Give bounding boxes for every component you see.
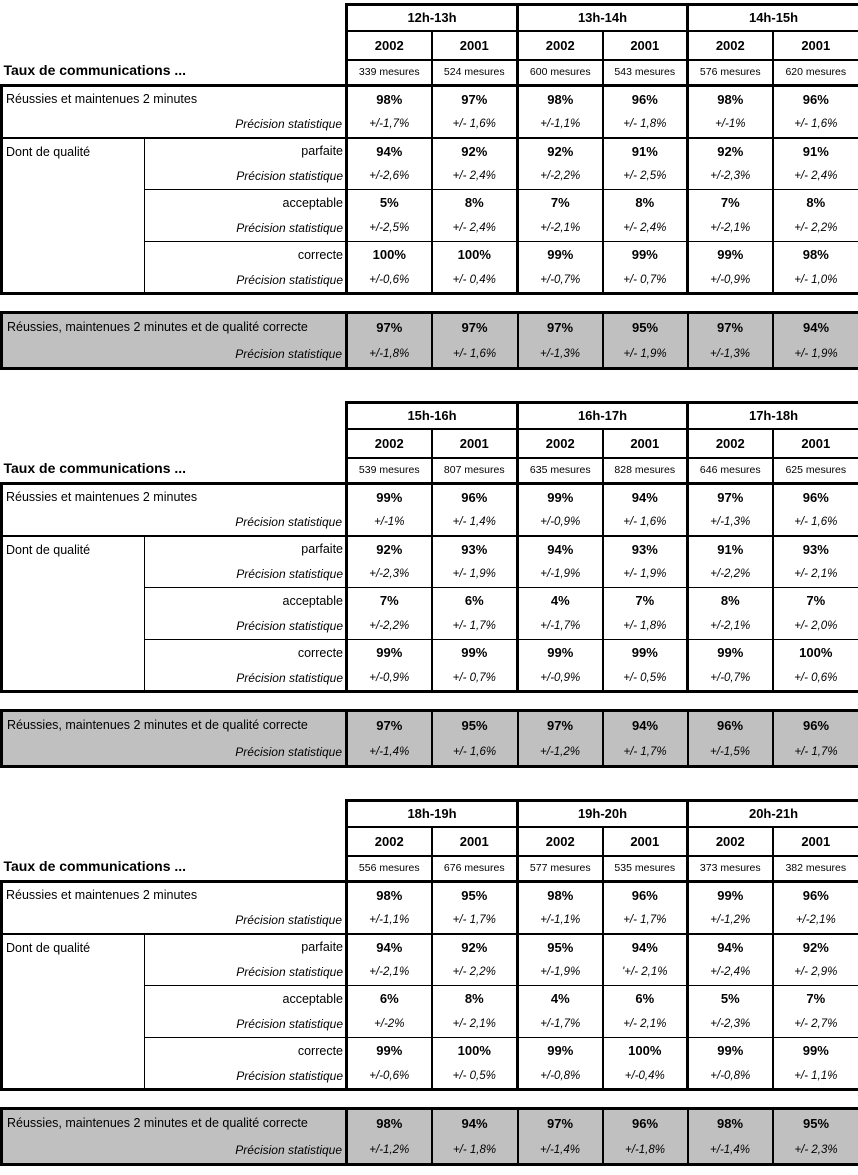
value-cell: 5%	[347, 190, 432, 216]
header-spacer	[2, 403, 347, 429]
precision-cell: +/- 2,2%	[773, 216, 858, 242]
precision-cell: +/- 2,2%	[432, 960, 518, 986]
table-caption: Taux de communications ...	[3, 460, 187, 476]
row-label-reussies: Réussies et maintenues 2 minutes	[2, 882, 347, 908]
precision-cell: +/-0,9%	[518, 510, 603, 536]
year-header: 2001	[603, 827, 688, 856]
precision-cell: +/- 0,7%	[603, 268, 688, 294]
mesures-count: 625 mesures	[773, 458, 858, 484]
sub-label-correcte: correcte	[145, 640, 347, 666]
value-cell: 94%	[603, 934, 688, 960]
value-cell: 97%	[688, 484, 773, 510]
year-header: 2002	[518, 429, 603, 458]
precision-cell: +/- 1,7%	[603, 908, 688, 934]
value-cell: 94%	[688, 934, 773, 960]
summary-precision-cell: +/-1,4%	[347, 739, 432, 767]
value-cell: 99%	[603, 242, 688, 268]
summary-precision-cell: +/-1,4%	[518, 1137, 603, 1165]
summary-table-1	[0, 311, 858, 370]
value-cell: 95%	[518, 934, 603, 960]
summary-value-cell: 95%	[773, 1109, 858, 1137]
row-label-reussies: Réussies et maintenues 2 minutes	[2, 86, 347, 112]
precision-cell: +/-0,8%	[688, 1064, 773, 1090]
precision-cell: +/- 1,1%	[773, 1064, 858, 1090]
value-cell: 100%	[347, 242, 432, 268]
summary-precision-cell: +/-1,8%	[347, 341, 432, 369]
mesures-count: 524 mesures	[432, 60, 518, 86]
precision-cell: +/- 1,4%	[432, 510, 518, 536]
precision-cell: +/-2,2%	[688, 562, 773, 588]
value-cell: 7%	[773, 588, 858, 614]
value-cell: 93%	[603, 536, 688, 562]
summary-precision-cell: +/- 1,6%	[432, 739, 518, 767]
summary-value-cell: 96%	[603, 1109, 688, 1137]
precision-cell: +/- 2,1%	[603, 1012, 688, 1038]
summary-precision-cell: +/-1,3%	[518, 341, 603, 369]
summary-label: Réussies, maintenues 2 minutes et de qualité correcte	[2, 711, 347, 739]
summary-label: Réussies, maintenues 2 minutes et de qualité correcte	[2, 1109, 347, 1137]
row-label-reussies: Réussies et maintenues 2 minutes	[2, 484, 347, 510]
value-cell: 99%	[518, 640, 603, 666]
time-slot-header: 14h-15h	[688, 5, 858, 31]
value-cell: 92%	[773, 934, 858, 960]
header-spacer	[2, 801, 347, 827]
precision-label: Précision statistique	[145, 268, 347, 294]
year-header: 2001	[773, 31, 858, 60]
sub-label-parfaite: parfaite	[145, 138, 347, 164]
mesures-count: 539 mesures	[347, 458, 432, 484]
value-cell: 99%	[518, 242, 603, 268]
year-header: 2001	[603, 31, 688, 60]
summary-precision-label: Précision statistique	[2, 1137, 347, 1165]
summary-value-cell: 94%	[603, 711, 688, 739]
precision-cell: +/-2,6%	[347, 164, 432, 190]
precision-cell: +/- 2,4%	[603, 216, 688, 242]
year-header: 2001	[773, 429, 858, 458]
value-cell: 96%	[773, 86, 858, 112]
value-cell: 8%	[688, 588, 773, 614]
mesures-count: 535 mesures	[603, 856, 688, 882]
precision-cell: +/-2,1%	[688, 216, 773, 242]
stats-block-1	[0, 3, 858, 370]
summary-value-cell: 97%	[518, 1109, 603, 1137]
precision-cell: +/-0,9%	[518, 666, 603, 692]
sub-label-correcte: correcte	[145, 242, 347, 268]
precision-cell: +/- 2,7%	[773, 1012, 858, 1038]
year-header: 2001	[603, 429, 688, 458]
year-header: 2002	[347, 31, 432, 60]
value-cell: 98%	[347, 86, 432, 112]
value-cell: 7%	[518, 190, 603, 216]
time-slot-header: 20h-21h	[688, 801, 858, 827]
precision-cell: +/- 0,5%	[603, 666, 688, 692]
mesures-count: 676 mesures	[432, 856, 518, 882]
summary-precision-label: Précision statistique	[2, 739, 347, 767]
precision-cell: +/-1,7%	[518, 614, 603, 640]
row-label-qualite: Dont de qualité	[2, 934, 145, 1090]
precision-cell: +/-1,9%	[518, 960, 603, 986]
precision-cell: +/-2%	[347, 1012, 432, 1038]
precision-cell: +/-1,7%	[518, 1012, 603, 1038]
summary-precision-label: Précision statistique	[2, 341, 347, 369]
precision-cell: +/-2,3%	[688, 1012, 773, 1038]
precision-cell: +/- 2,9%	[773, 960, 858, 986]
precision-cell: +/- 2,1%	[773, 562, 858, 588]
summary-precision-cell: +/-1,5%	[688, 739, 773, 767]
precision-cell: +/-1,1%	[347, 908, 432, 934]
time-slot-header: 15h-16h	[347, 403, 518, 429]
value-cell: 98%	[518, 86, 603, 112]
precision-label: Précision statistique	[145, 614, 347, 640]
precision-cell: +/-0,4%	[603, 1064, 688, 1090]
value-cell: 94%	[347, 934, 432, 960]
precision-label: Précision statistique	[2, 510, 347, 536]
stats-table-1	[0, 3, 858, 295]
stats-block-2	[0, 401, 858, 768]
stats-table-3	[0, 799, 858, 1091]
value-cell: 93%	[432, 536, 518, 562]
precision-cell: +/- 0,6%	[773, 666, 858, 692]
precision-cell: +/-2,1%	[773, 908, 858, 934]
precision-cell: +/- 1,7%	[432, 908, 518, 934]
year-header: 2002	[347, 827, 432, 856]
summary-precision-cell: +/- 1,7%	[773, 739, 858, 767]
row-label-qualite: Dont de qualité	[2, 138, 145, 294]
precision-label: Précision statistique	[145, 960, 347, 986]
value-cell: 92%	[518, 138, 603, 164]
summary-precision-cell: +/- 1,8%	[432, 1137, 518, 1165]
value-cell: 100%	[432, 242, 518, 268]
precision-cell: '+/- 2,1%	[603, 960, 688, 986]
summary-precision-cell: +/-1,4%	[688, 1137, 773, 1165]
value-cell: 99%	[347, 640, 432, 666]
value-cell: 4%	[518, 986, 603, 1012]
precision-cell: +/- 1,9%	[432, 562, 518, 588]
sub-label-correcte: correcte	[145, 1038, 347, 1064]
value-cell: 6%	[603, 986, 688, 1012]
value-cell: 92%	[432, 934, 518, 960]
precision-label: Précision statistique	[2, 112, 347, 138]
precision-cell: +/-2,1%	[518, 216, 603, 242]
year-header: 2001	[773, 827, 858, 856]
precision-cell: +/-2,2%	[518, 164, 603, 190]
summary-value-cell: 97%	[432, 313, 518, 341]
precision-label: Précision statistique	[145, 164, 347, 190]
value-cell: 98%	[347, 882, 432, 908]
header-spacer	[2, 429, 347, 458]
summary-value-cell: 96%	[688, 711, 773, 739]
sub-label-acceptable: acceptable	[145, 190, 347, 216]
mesures-count: 620 mesures	[773, 60, 858, 86]
year-header: 2001	[432, 429, 518, 458]
summary-value-cell: 97%	[518, 711, 603, 739]
year-header: 2002	[688, 827, 773, 856]
summary-value-cell: 98%	[347, 1109, 432, 1137]
stats-table-2	[0, 401, 858, 693]
value-cell: 7%	[347, 588, 432, 614]
summary-value-cell: 94%	[432, 1109, 518, 1137]
mesures-count: 373 mesures	[688, 856, 773, 882]
mesures-count: 576 mesures	[688, 60, 773, 86]
sub-label-acceptable: acceptable	[145, 588, 347, 614]
value-cell: 4%	[518, 588, 603, 614]
summary-value-cell: 97%	[518, 313, 603, 341]
summary-value-cell: 94%	[773, 313, 858, 341]
summary-precision-cell: +/- 1,7%	[603, 739, 688, 767]
precision-cell: +/- 1,6%	[432, 112, 518, 138]
precision-cell: +/- 1,6%	[773, 112, 858, 138]
value-cell: 8%	[432, 986, 518, 1012]
value-cell: 99%	[347, 1038, 432, 1064]
value-cell: 96%	[773, 882, 858, 908]
precision-cell: +/- 0,7%	[432, 666, 518, 692]
time-slot-header: 19h-20h	[518, 801, 688, 827]
value-cell: 100%	[603, 1038, 688, 1064]
precision-cell: +/-1%	[688, 112, 773, 138]
precision-cell: +/- 1,9%	[603, 562, 688, 588]
time-slot-header: 17h-18h	[688, 403, 858, 429]
value-cell: 5%	[688, 986, 773, 1012]
summary-precision-cell: +/-1,8%	[603, 1137, 688, 1165]
value-cell: 91%	[603, 138, 688, 164]
precision-cell: +/- 0,4%	[432, 268, 518, 294]
precision-cell: +/- 2,4%	[432, 216, 518, 242]
year-header: 2002	[688, 31, 773, 60]
precision-cell: +/- 1,7%	[432, 614, 518, 640]
sub-label-parfaite: parfaite	[145, 934, 347, 960]
value-cell: 6%	[347, 986, 432, 1012]
value-cell: 7%	[688, 190, 773, 216]
value-cell: 8%	[773, 190, 858, 216]
precision-cell: +/- 1,6%	[603, 510, 688, 536]
value-cell: 98%	[773, 242, 858, 268]
precision-cell: +/-1,1%	[518, 112, 603, 138]
summary-value-cell: 95%	[603, 313, 688, 341]
summary-precision-cell: +/-1,3%	[688, 341, 773, 369]
summary-value-cell: 97%	[347, 711, 432, 739]
value-cell: 94%	[347, 138, 432, 164]
precision-cell: +/- 1,6%	[773, 510, 858, 536]
precision-label: Précision statistique	[145, 1012, 347, 1038]
precision-cell: +/-0,6%	[347, 1064, 432, 1090]
value-cell: 96%	[432, 484, 518, 510]
year-header: 2002	[518, 827, 603, 856]
mesures-count: 577 mesures	[518, 856, 603, 882]
precision-cell: +/-1,7%	[347, 112, 432, 138]
value-cell: 96%	[603, 86, 688, 112]
header-spacer	[2, 827, 347, 856]
mesures-count: 646 mesures	[688, 458, 773, 484]
precision-cell: +/-0,8%	[518, 1064, 603, 1090]
time-slot-header: 18h-19h	[347, 801, 518, 827]
value-cell: 94%	[603, 484, 688, 510]
precision-cell: +/- 2,5%	[603, 164, 688, 190]
mesures-count: 556 mesures	[347, 856, 432, 882]
summary-precision-cell: +/- 2,3%	[773, 1137, 858, 1165]
value-cell: 96%	[773, 484, 858, 510]
precision-cell: +/-2,1%	[688, 614, 773, 640]
row-label-qualite: Dont de qualité	[2, 536, 145, 692]
mesures-count: 635 mesures	[518, 458, 603, 484]
precision-cell: +/- 2,4%	[432, 164, 518, 190]
value-cell: 98%	[688, 86, 773, 112]
summary-precision-cell: +/-1,2%	[347, 1137, 432, 1165]
year-header: 2002	[688, 429, 773, 458]
precision-cell: +/- 2,1%	[432, 1012, 518, 1038]
summary-label: Réussies, maintenues 2 minutes et de qualité correcte	[2, 313, 347, 341]
value-cell: 99%	[773, 1038, 858, 1064]
precision-cell: +/- 0,5%	[432, 1064, 518, 1090]
precision-cell: +/-0,9%	[347, 666, 432, 692]
summary-value-cell: 97%	[347, 313, 432, 341]
precision-cell: +/-0,7%	[688, 666, 773, 692]
value-cell: 91%	[688, 536, 773, 562]
precision-cell: +/- 2,0%	[773, 614, 858, 640]
value-cell: 99%	[688, 242, 773, 268]
value-cell: 8%	[432, 190, 518, 216]
value-cell: 99%	[688, 640, 773, 666]
precision-cell: +/- 1,8%	[603, 614, 688, 640]
header-spacer	[2, 31, 347, 60]
precision-label: Précision statistique	[2, 908, 347, 934]
precision-cell: +/-0,7%	[518, 268, 603, 294]
value-cell: 92%	[688, 138, 773, 164]
value-cell: 100%	[432, 1038, 518, 1064]
precision-cell: +/- 2,4%	[773, 164, 858, 190]
mesures-count: 828 mesures	[603, 458, 688, 484]
value-cell: 7%	[603, 588, 688, 614]
precision-cell: +/- 1,8%	[603, 112, 688, 138]
precision-cell: +/-2,3%	[688, 164, 773, 190]
sub-label-parfaite: parfaite	[145, 536, 347, 562]
value-cell: 94%	[518, 536, 603, 562]
table-caption: Taux de communications ...	[3, 858, 187, 874]
value-cell: 99%	[347, 484, 432, 510]
time-slot-header: 12h-13h	[347, 5, 518, 31]
precision-cell: +/-1,1%	[518, 908, 603, 934]
summary-value-cell: 96%	[773, 711, 858, 739]
value-cell: 99%	[432, 640, 518, 666]
time-slot-header: 16h-17h	[518, 403, 688, 429]
precision-cell: +/-2,1%	[347, 960, 432, 986]
value-cell: 99%	[603, 640, 688, 666]
summary-precision-cell: +/- 1,6%	[432, 341, 518, 369]
summary-value-cell: 98%	[688, 1109, 773, 1137]
value-cell: 99%	[688, 882, 773, 908]
precision-cell: +/-2,4%	[688, 960, 773, 986]
precision-label: Précision statistique	[145, 216, 347, 242]
summary-precision-cell: +/- 1,9%	[603, 341, 688, 369]
value-cell: 91%	[773, 138, 858, 164]
value-cell: 100%	[773, 640, 858, 666]
precision-label: Précision statistique	[145, 1064, 347, 1090]
precision-cell: +/-2,5%	[347, 216, 432, 242]
table-caption: Taux de communications ...	[3, 62, 187, 78]
value-cell: 99%	[518, 484, 603, 510]
year-header: 2001	[432, 31, 518, 60]
summary-table-3	[0, 1107, 858, 1166]
value-cell: 92%	[347, 536, 432, 562]
value-cell: 92%	[432, 138, 518, 164]
precision-cell: +/-1,9%	[518, 562, 603, 588]
time-slot-header: 13h-14h	[518, 5, 688, 31]
mesures-count: 339 mesures	[347, 60, 432, 86]
mesures-count: 382 mesures	[773, 856, 858, 882]
precision-cell: +/-2,3%	[347, 562, 432, 588]
stats-block-3	[0, 799, 858, 1166]
value-cell: 99%	[688, 1038, 773, 1064]
value-cell: 6%	[432, 588, 518, 614]
header-spacer	[2, 5, 347, 31]
value-cell: 8%	[603, 190, 688, 216]
value-cell: 99%	[518, 1038, 603, 1064]
precision-cell: +/-0,9%	[688, 268, 773, 294]
mesures-count: 807 mesures	[432, 458, 518, 484]
value-cell: 93%	[773, 536, 858, 562]
value-cell: 97%	[432, 86, 518, 112]
year-header: 2002	[518, 31, 603, 60]
precision-label: Précision statistique	[145, 666, 347, 692]
precision-cell: +/-0,6%	[347, 268, 432, 294]
sub-label-acceptable: acceptable	[145, 986, 347, 1012]
summary-value-cell: 97%	[688, 313, 773, 341]
value-cell: 96%	[603, 882, 688, 908]
mesures-count: 543 mesures	[603, 60, 688, 86]
mesures-count: 600 mesures	[518, 60, 603, 86]
value-cell: 95%	[432, 882, 518, 908]
summary-value-cell: 95%	[432, 711, 518, 739]
value-cell: 7%	[773, 986, 858, 1012]
value-cell: 98%	[518, 882, 603, 908]
year-header: 2002	[347, 429, 432, 458]
precision-cell: +/-2,2%	[347, 614, 432, 640]
precision-label: Précision statistique	[145, 562, 347, 588]
summary-precision-cell: +/- 1,9%	[773, 341, 858, 369]
year-header: 2001	[432, 827, 518, 856]
precision-cell: +/-1,2%	[688, 908, 773, 934]
precision-cell: +/-1%	[347, 510, 432, 536]
precision-cell: +/-1,3%	[688, 510, 773, 536]
precision-cell: +/- 1,0%	[773, 268, 858, 294]
summary-precision-cell: +/-1,2%	[518, 739, 603, 767]
summary-table-2	[0, 709, 858, 768]
